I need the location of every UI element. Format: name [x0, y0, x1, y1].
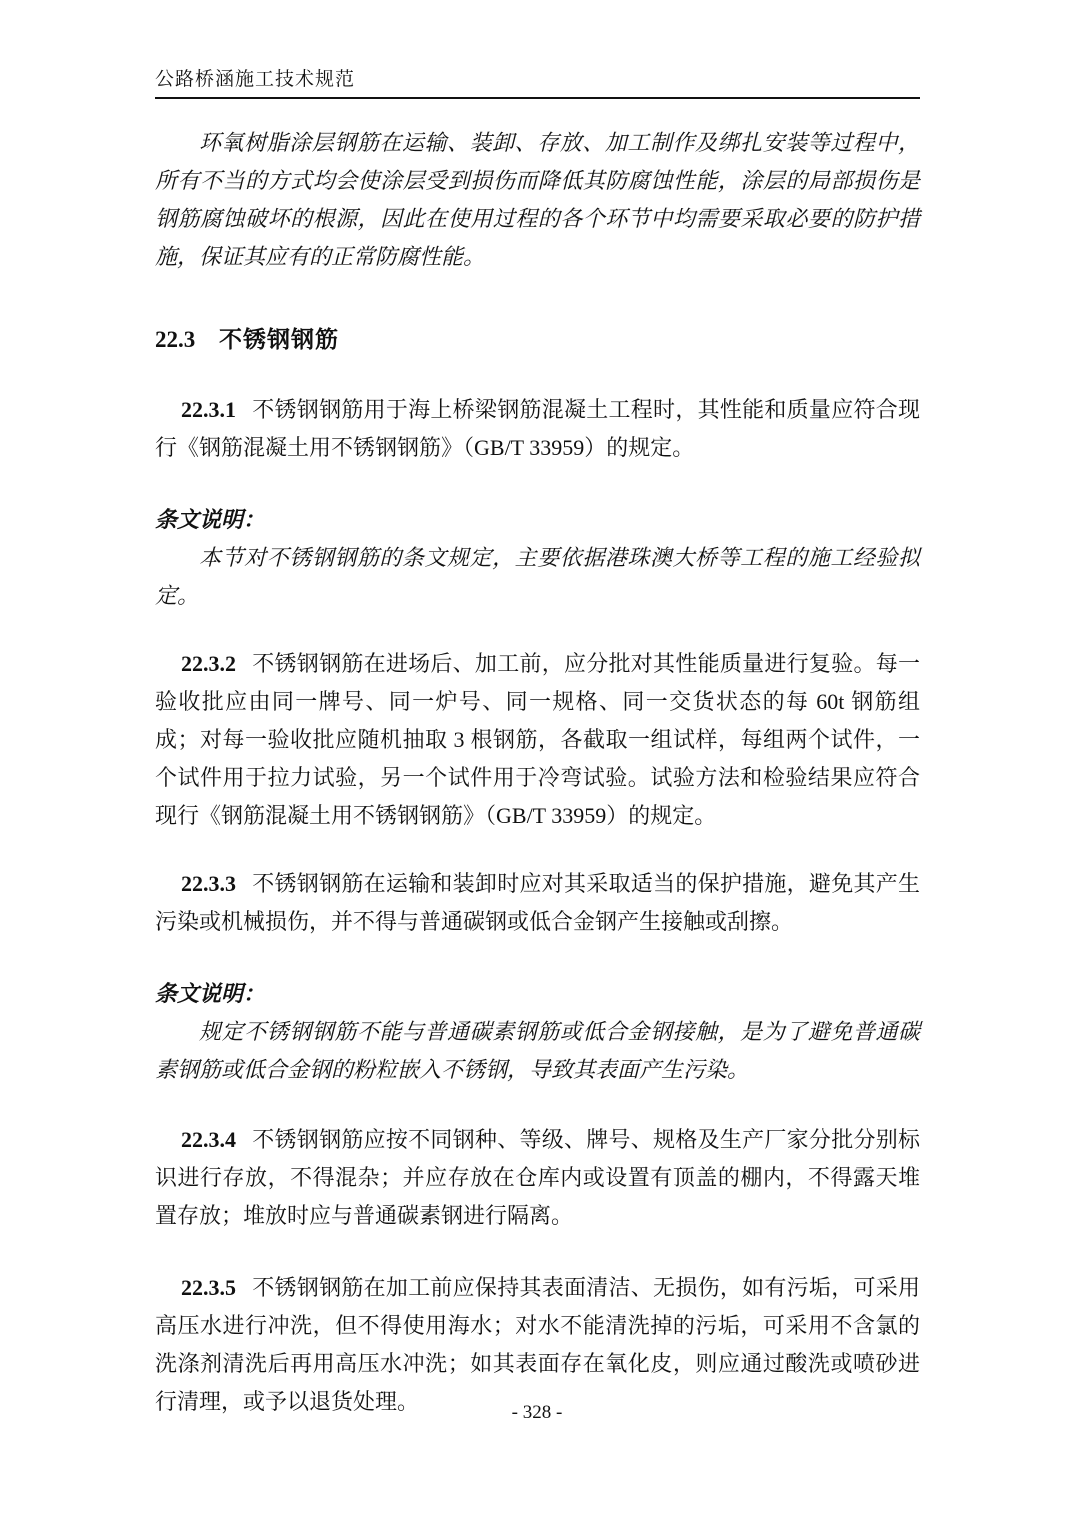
clause-number-22-3-5: 22.3.5	[181, 1275, 236, 1300]
page-footer	[0, 1398, 1074, 1428]
clause-number-22-3-3: 22.3.3	[181, 871, 236, 896]
section-title: 不锈钢钢筋	[219, 326, 339, 352]
commentary-text-1: 本节对不锈钢钢筋的条文规定，主要依据港珠澳大桥等工程的施工经验拟定。	[155, 545, 920, 608]
commentary-block-2	[155, 975, 920, 1089]
page-body	[155, 124, 920, 1421]
section-number: 22.3	[155, 327, 196, 352]
page-header	[155, 68, 920, 99]
commentary-text-2: 规定不锈钢钢筋不能与普通碳素钢筋或低合金钢接触，是为了避免普通碳素钢筋或低合金钢的粉粒嵌入不锈钢，导致其表面产生污染。	[155, 1019, 920, 1082]
clause-number-22-3-2: 22.3.2	[181, 651, 236, 676]
commentary-label-2: 条文说明：	[155, 981, 266, 1006]
commentary-label-1: 条文说明：	[155, 507, 266, 532]
clause-22-3-2	[155, 645, 920, 835]
running-head-title: 公路桥涵施工技术规范	[155, 69, 356, 90]
section-heading	[155, 320, 920, 359]
clause-22-3-4	[155, 1121, 920, 1235]
clause-22-3-1	[155, 391, 920, 467]
clause-number-22-3-4: 22.3.4	[181, 1127, 236, 1152]
page-number: - 328 -	[511, 1402, 563, 1423]
clause-text-22-3-1: 不锈钢钢筋用于海上桥梁钢筋混凝土工程时，其性能和质量应符合现行《钢筋混凝土用不锈钢钢筋》（GB/T 33959）的规定。	[155, 397, 920, 460]
header-rule	[155, 97, 920, 99]
clause-text-22-3-2: 不锈钢钢筋在进场后、加工前，应分批对其性能质量进行复验。每一验收批应由同一牌号、同一炉号、同一规格、同一交货状态的每 60t 钢筋组成；对每一验收批应随机抽取 3 根钢筋，各截取一组试样，每组两个试件，一个试件用于拉力试验，另一个试件用于冷弯试验。试验方法和检验结果应符合现行《钢筋混凝土用不锈钢钢筋》（GB/T 33959）的规定。	[155, 651, 920, 828]
clause-text-22-3-4: 不锈钢钢筋应按不同钢种、等级、牌号、规格及生产厂家分批分别标识进行存放，不得混杂；并应存放在仓库内或设置有顶盖的棚内，不得露天堆置存放；堆放时应与普通碳素钢进行隔离。	[155, 1127, 920, 1228]
clause-text-22-3-3: 不锈钢钢筋在运输和装卸时应对其采取适当的保护措施，避免其产生污染或机械损伤，并不得与普通碳钢或低合金钢产生接触或刮擦。	[155, 871, 920, 934]
clause-22-3-3	[155, 865, 920, 941]
clause-number-22-3-1: 22.3.1	[181, 397, 236, 422]
commentary-block-1	[155, 501, 920, 615]
intro-commentary-paragraph: 环氧树脂涂层钢筋在运输、装卸、存放、加工制作及绑扎安装等过程中，所有不当的方式均会使涂层受到损伤而降低其防腐蚀性能，涂层的局部损伤是钢筋腐蚀破坏的根源，因此在使用过程的各个环节中均需要采取必要的防护措施，保证其应有的正常防腐性能。	[155, 130, 920, 269]
clause-text-22-3-5: 不锈钢钢筋在加工前应保持其表面清洁、无损伤，如有污垢，可采用高压水进行冲洗，但不得使用海水；对水不能清洗掉的污垢，可采用不含氯的洗涤剂清洗后再用高压水冲洗；如其表面存在氧化皮，则应通过酸洗或喷砂进行清理，或予以退货处理。	[155, 1275, 920, 1414]
